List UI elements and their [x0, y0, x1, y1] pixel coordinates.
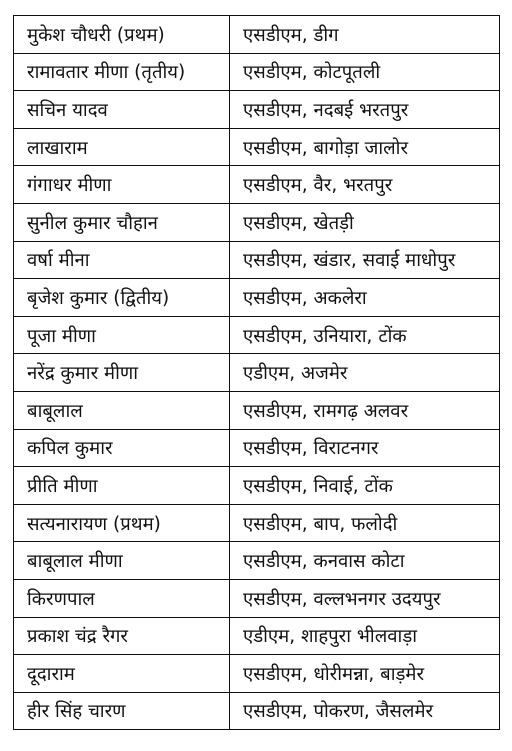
table-row [14, 391, 500, 429]
table-row [14, 655, 500, 693]
table-row [14, 579, 500, 617]
posting-cell: एसडीएम, रामगढ़ अलवर [230, 391, 500, 429]
officer-name-cell: कपिल कुमार [14, 429, 230, 467]
posting-cell: एसडीएम, डीग [230, 16, 500, 54]
table-row [14, 316, 500, 354]
officer-name-cell: किरणपाल [14, 579, 230, 617]
officer-name-cell: प्रीति मीणा [14, 467, 230, 505]
officer-name-cell: सुनील कुमार चौहान [14, 203, 230, 241]
posting-cell: एसडीएम, पोकरण, जैसलमेर [230, 692, 500, 730]
table-row [14, 354, 500, 392]
posting-cell: एसडीएम, वैर, भरतपुर [230, 166, 500, 204]
officer-name-cell: दूदाराम [14, 655, 230, 693]
officer-name-cell: बाबूलाल मीणा [14, 542, 230, 580]
officer-name-cell: पूजा मीणा [14, 316, 230, 354]
table-row [14, 279, 500, 317]
table-row [14, 504, 500, 542]
posting-cell: एसडीएम, खेतड़ी [230, 203, 500, 241]
officer-name-cell: नरेंद्र कुमार मीणा [14, 354, 230, 392]
posting-cell: एसडीएम, खंडार, सवाई माधोपुर [230, 241, 500, 279]
transfer-list-table [13, 15, 500, 730]
officer-name-cell: लाखाराम [14, 128, 230, 166]
posting-cell: एसडीएम, बागोड़ा जालोर [230, 128, 500, 166]
officer-name-cell: गंगाधर मीणा [14, 166, 230, 204]
transfer-list-body [14, 16, 500, 730]
posting-cell: एसडीएम, विराटनगर [230, 429, 500, 467]
table-row [14, 617, 500, 655]
posting-cell: एसडीएम, धोरीमन्ना, बाड़मेर [230, 655, 500, 693]
posting-cell: एडीएम, शाहपुरा भीलवाड़ा [230, 617, 500, 655]
officer-name-cell: सत्यनारायण (प्रथम) [14, 504, 230, 542]
table-row [14, 91, 500, 129]
posting-cell: एसडीएम, नदबई भरतपुर [230, 91, 500, 129]
posting-cell: एसडीएम, वल्लभनगर उदयपुर [230, 579, 500, 617]
posting-cell: एसडीएम, बाप, फलोदी [230, 504, 500, 542]
officer-name-cell: बृजेश कुमार (द्वितीय) [14, 279, 230, 317]
posting-cell: एडीएम, अजमेर [230, 354, 500, 392]
table-row [14, 166, 500, 204]
table-row [14, 467, 500, 505]
officer-name-cell: सचिन यादव [14, 91, 230, 129]
table-row [14, 128, 500, 166]
posting-cell: एसडीएम, उनियारा, टोंक [230, 316, 500, 354]
table-row [14, 16, 500, 54]
posting-cell: एसडीएम, कनवास कोटा [230, 542, 500, 580]
officer-name-cell: हीर सिंह चारण [14, 692, 230, 730]
posting-cell: एसडीएम, निवाई, टोंक [230, 467, 500, 505]
officer-name-cell: रामावतार मीणा (तृतीय) [14, 53, 230, 91]
table-row [14, 53, 500, 91]
posting-cell: एसडीएम, अकलेरा [230, 279, 500, 317]
table-row [14, 429, 500, 467]
posting-cell: एसडीएम, कोटपूतली [230, 53, 500, 91]
officer-name-cell: मुकेश चौधरी (प्रथम) [14, 16, 230, 54]
table-row [14, 542, 500, 580]
table-row [14, 203, 500, 241]
officer-name-cell: बाबूलाल [14, 391, 230, 429]
table-row [14, 692, 500, 730]
officer-name-cell: प्रकाश चंद्र रैगर [14, 617, 230, 655]
officer-name-cell: वर्षा मीना [14, 241, 230, 279]
table-row [14, 241, 500, 279]
